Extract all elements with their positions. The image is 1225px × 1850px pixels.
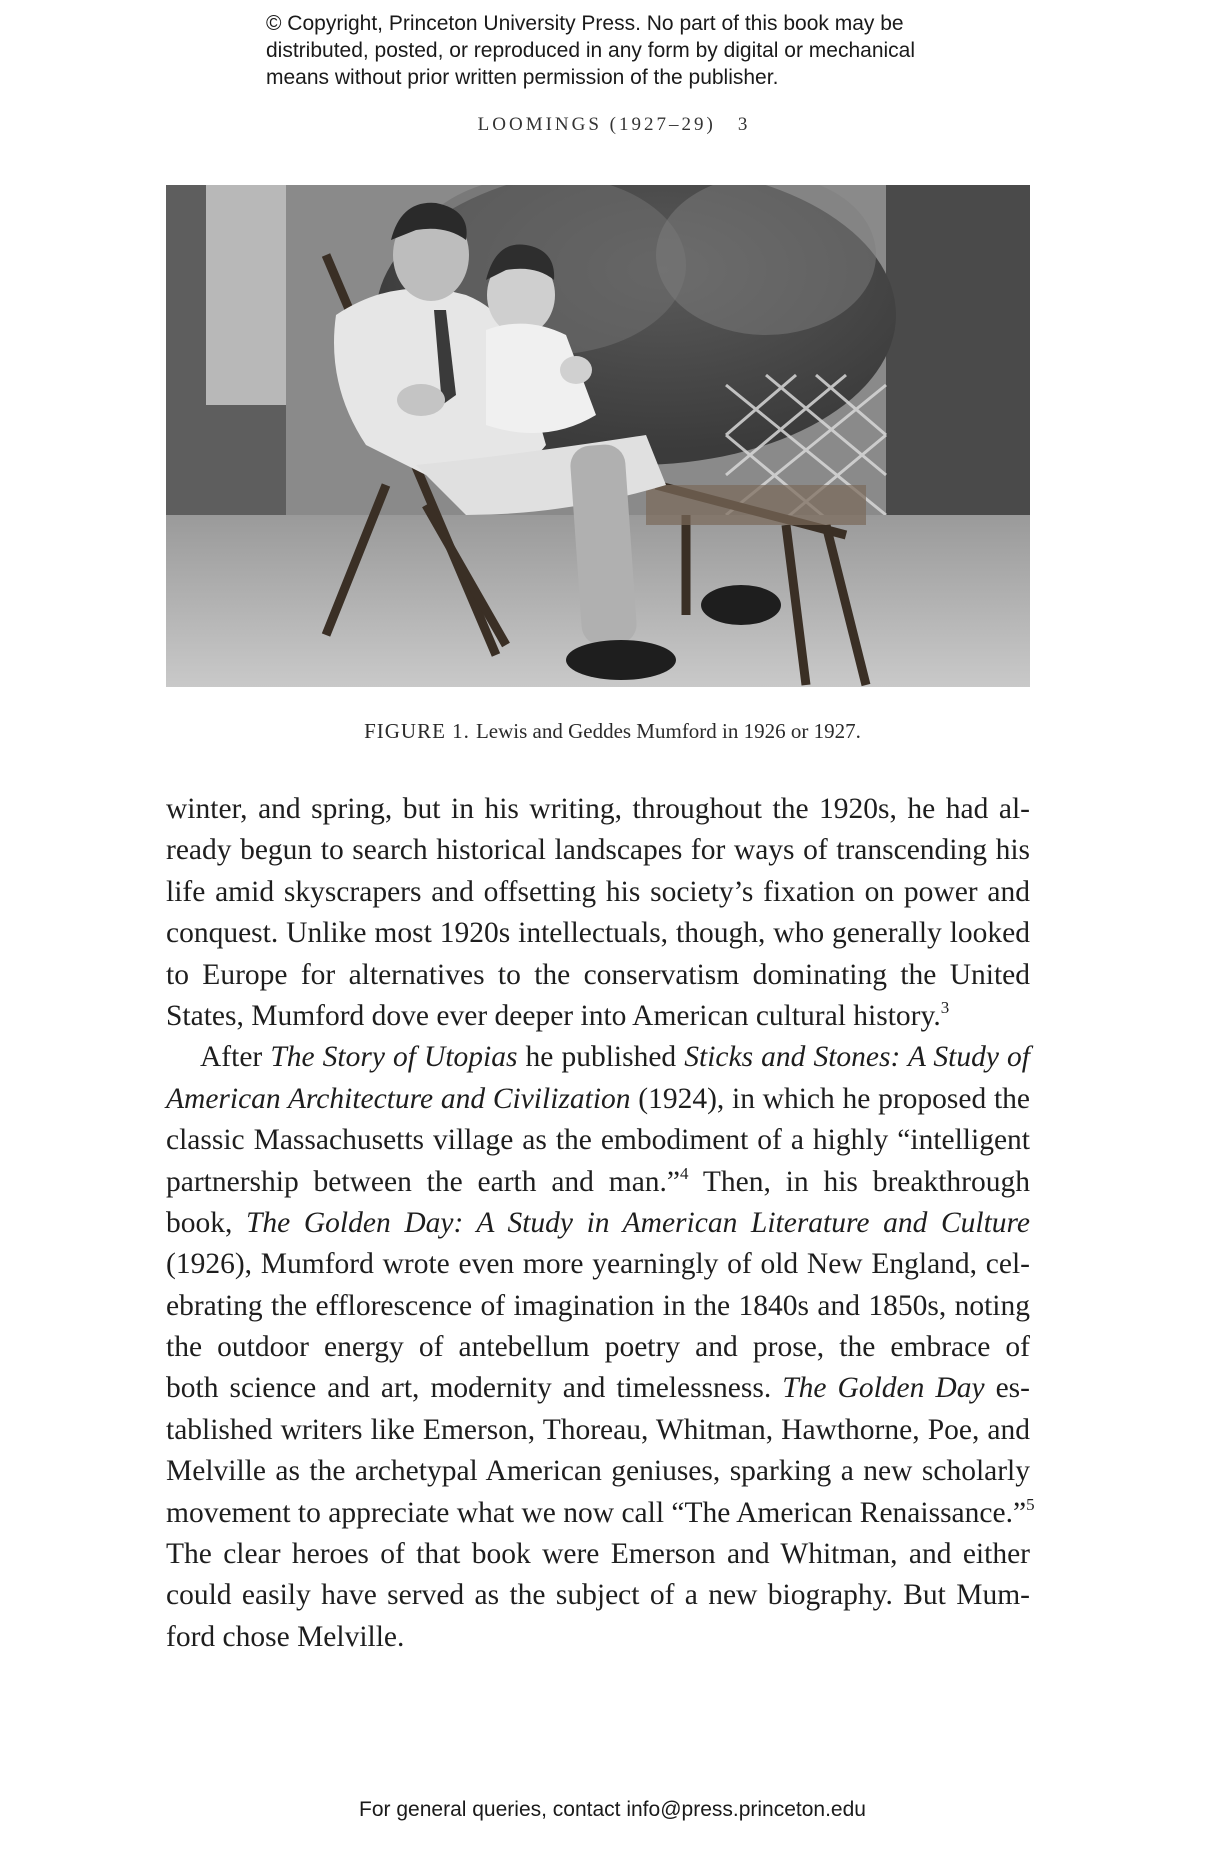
figure-caption-text: Lewis and Geddes Mumford in 1926 or 1927. <box>475 719 861 743</box>
text-span: ford chose Melville. <box>166 1620 405 1653</box>
running-head <box>0 114 1225 136</box>
footnote-ref-4: 4 <box>680 1163 689 1183</box>
figure-photograph <box>166 185 1030 687</box>
text-line <box>166 830 1030 871</box>
text-span: (1926), Mumford wrote even more yearningly of old New England, cel- <box>166 1248 1030 1281</box>
book-title-sticks-and-stones-cont: American Architecture and Civilization <box>166 1082 631 1115</box>
text-line <box>166 996 1030 1037</box>
text-span: to Europe for alternatives to the conservatism dominating the United <box>166 958 1030 991</box>
copyright-line-2: distributed, posted, or reproduced in any form by digital or mechanical <box>266 39 916 62</box>
text-line <box>166 1451 1030 1492</box>
text-span: movement to appreciate what we now call “The American Renaissance.” <box>166 1496 1027 1529</box>
text-span: could easily have served as the subject of a new biography. But Mum- <box>166 1579 1030 1612</box>
text-line <box>166 789 1030 830</box>
text-span: life amid skyscrapers and offsetting his society’s fixation on power and <box>166 875 1030 908</box>
footnote-ref-3: 3 <box>940 997 950 1017</box>
photograph-illustration <box>166 185 1030 687</box>
text-span: classic Massachusetts village as the embodiment of a highly “intelligent <box>166 1124 1030 1157</box>
book-title-golden-day: The Golden Day: A Study in American Literature and Culture <box>246 1206 1031 1239</box>
figure-label: FIGURE 1. <box>364 719 470 743</box>
text-span: Then, in his breakthrough <box>688 1165 1030 1198</box>
text-span: es- <box>984 1372 1030 1405</box>
text-line <box>166 913 1030 954</box>
text-line <box>166 955 1030 996</box>
text-line <box>166 1120 1030 1161</box>
text-line <box>166 1410 1030 1451</box>
text-span: winter, and spring, but in his writing, throughout the 1920s, he had al- <box>166 793 1030 825</box>
text-line <box>166 1079 1030 1120</box>
text-span: book, <box>166 1206 246 1239</box>
copyright-line-1: © Copyright, Princeton University Press. No part of this book may be <box>266 12 904 35</box>
text-line <box>166 1327 1030 1368</box>
text-line <box>166 1203 1030 1244</box>
book-title-golden-day: The Golden Day <box>782 1372 985 1405</box>
text-span: he published <box>517 1041 685 1074</box>
text-span: the outdoor energy of antebellum poetry and prose, the embrace of <box>166 1331 1030 1364</box>
text-span: partnership between the earth and man.” <box>166 1165 681 1198</box>
running-head-title: LOOMINGS (1927–29) <box>477 114 716 135</box>
text-line <box>166 1286 1030 1327</box>
book-title-story-of-utopias: The Story of Utopias <box>270 1041 518 1074</box>
text-span: Melville as the archetypal American geniuses, sparking a new scholarly <box>166 1455 1030 1488</box>
figure-caption <box>0 719 1225 744</box>
text-span: (1924), in which he proposed the <box>630 1082 1030 1115</box>
copyright-notice <box>266 10 986 91</box>
text-span: After <box>200 1041 271 1074</box>
text-line <box>166 1493 1035 1534</box>
text-span: States, Mumford dove ever deeper into American cultural history. <box>166 999 941 1032</box>
copyright-line-3: means without prior written permission of the publisher. <box>266 66 779 89</box>
footnote-ref-5: 5 <box>1026 1494 1035 1514</box>
text-span: both science and art, modernity and timelessness. <box>166 1372 783 1405</box>
text-line <box>166 872 1030 913</box>
text-line <box>166 1244 1030 1285</box>
text-line <box>166 1617 1030 1658</box>
text-span: conquest. Unlike most 1920s intellectuals, though, who generally looked <box>166 917 1030 950</box>
text-line <box>166 1575 1030 1616</box>
text-span: ready begun to search historical landscapes for ways of transcending his <box>166 834 1030 867</box>
text-span: The clear heroes of that book were Emerson and Whitman, and either <box>166 1538 1030 1571</box>
text-span: ebrating the efflorescence of imagination in the 1840s and 1850s, noting <box>166 1289 1030 1322</box>
page-number: 3 <box>737 114 748 135</box>
text-span: tablished writers like Emerson, Thoreau, Whitman, Hawthorne, Poe, and <box>166 1413 1030 1446</box>
book-title-sticks-and-stones: Sticks and Stones: A Study of <box>684 1041 1030 1074</box>
text-line <box>166 1534 1030 1575</box>
footer-contact: For general queries, contact info@press.princeton.edu <box>359 1798 866 1821</box>
text-line <box>166 1368 1030 1409</box>
text-line <box>166 1037 1030 1078</box>
text-line <box>166 1162 1030 1203</box>
body-text <box>166 789 1035 1658</box>
